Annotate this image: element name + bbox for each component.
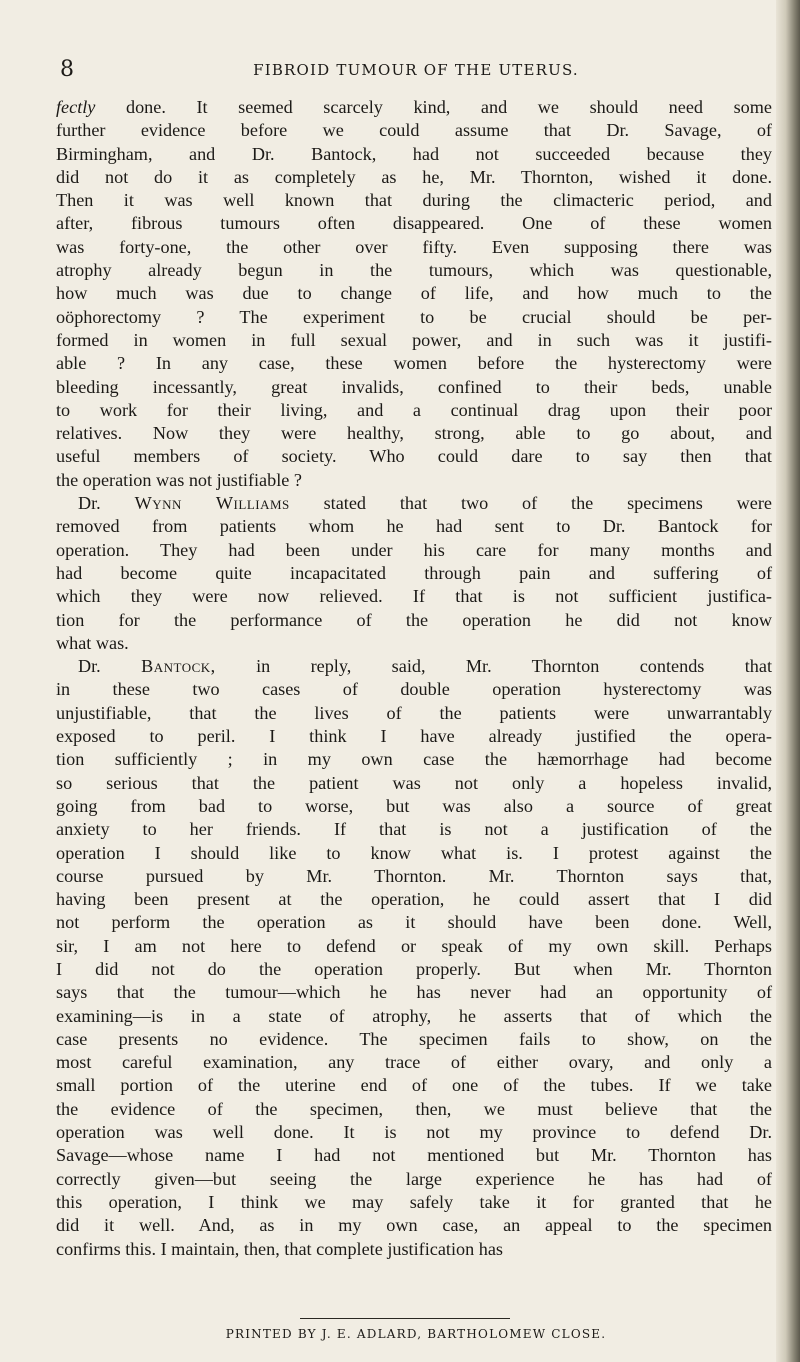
- text-line: operation I should like to know what is. I protest against the: [56, 842, 772, 863]
- text-line: case presents no evidence. The specimen fails to show, on the: [56, 1028, 772, 1049]
- running-title: FIBROID TUMOUR OF THE UTERUS.: [253, 61, 579, 79]
- text-line: says that the tumour—which he has never had an opportunity of: [56, 982, 772, 1003]
- text-line: in these two cases of double operation hysterectomy was: [56, 679, 772, 700]
- page-number: 8: [60, 57, 74, 82]
- text-line: relatives. Now they were healthy, strong, able to go about, and: [56, 423, 772, 444]
- text-line: Dr. Bantock, in reply, said, Mr. Thornton contends that: [78, 656, 772, 677]
- text-line: I did not do the operation properly. But when Mr. Thornton: [56, 958, 772, 979]
- footer-rule: [300, 1318, 510, 1319]
- text-line: formed in women in full sexual power, and in such was it justifi-: [56, 329, 772, 350]
- text-line: going from bad to worse, but was also a source of great: [56, 795, 772, 816]
- text-line: operation was well done. It is not my province to defend Dr.: [56, 1122, 772, 1143]
- text-line: so serious that the patient was not only a hopeless invalid,: [56, 772, 772, 793]
- text-line: anxiety to her friends. If that is not a justification of the: [56, 819, 772, 840]
- text-line: atrophy already begun in the tumours, which was questionable,: [56, 260, 772, 281]
- page-header: [60, 58, 772, 82]
- text-line: operation. They had been under his care for many months and: [56, 539, 772, 560]
- text-line: after, fibrous tumours often disappeared. One of these women: [56, 213, 772, 234]
- page-edge-shadow: [776, 0, 800, 1362]
- text-line: bleeding incessantly, great invalids, confined to their beds, unable: [56, 376, 772, 397]
- text-line: able ? In any case, these women before the hysterectomy were: [56, 353, 772, 374]
- paragraph-2: [56, 492, 772, 655]
- text-line: was forty-one, the other over fifty. Even supposing there was: [56, 236, 772, 257]
- body-text: [56, 96, 772, 1261]
- italic-word: fectly: [56, 97, 96, 117]
- text-line: did it well. And, as in my own case, an appeal to the specimen: [56, 1215, 772, 1236]
- text-line: tion sufficiently ; in my own case the hæmorrhage had become: [56, 749, 772, 770]
- text-line: Dr. Wynn Williams stated that two of the specimens were: [78, 493, 772, 514]
- text-line: the operation was not justifiable ?: [56, 469, 302, 490]
- text-line: unjustifiable, that the lives of the patients were unwarrantably: [56, 702, 772, 723]
- text-line: confirms this. I maintain, then, that complete justification has: [56, 1238, 504, 1259]
- text-line: had become quite incapacitated through pain and suffering of: [56, 562, 772, 583]
- text-line: small portion of the uterine end of one of the tubes. If we take: [56, 1075, 772, 1096]
- text-line: most careful examination, any trace of either ovary, and only a: [56, 1052, 772, 1073]
- text-line: what was.: [56, 632, 129, 653]
- printer-imprint: PRINTED BY J. E. ADLARD, BARTHOLOMEW CLOSE.: [225, 1327, 607, 1341]
- text-line: further evidence before we could assume that Dr. Savage, of: [56, 120, 772, 141]
- text-line: did not do it as completely as he, Mr. Thornton, wished it done.: [56, 166, 772, 187]
- speaker-name: Wynn Williams: [134, 493, 290, 514]
- text-line: this operation, I think we may safely take it for granted that he: [56, 1191, 772, 1212]
- text-line: Then it was well known that during the climacteric period, and: [56, 190, 772, 211]
- text-line: fectly done. It seemed scarcely kind, and we should need some: [56, 97, 772, 117]
- text-line: exposed to peril. I think I have already justified the opera-: [56, 726, 772, 747]
- text-line: correctly given—but seeing the large experience he has had of: [56, 1168, 772, 1189]
- text-line: the evidence of the specimen, then, we must believe that the: [56, 1098, 772, 1119]
- text-line: sir, I am not here to defend or speak of my own skill. Perhaps: [56, 935, 772, 956]
- text-line: not perform the operation as it should have been done. Well,: [56, 912, 772, 933]
- speaker-name: Bantock,: [141, 656, 216, 677]
- text-line: Birmingham, and Dr. Bantock, had not succeeded because they: [56, 143, 772, 164]
- text-line: to work for their living, and a continual drag upon their poor: [56, 399, 772, 420]
- paragraph-3: [56, 655, 772, 1261]
- text-line: how much was due to change of life, and how much to the: [56, 283, 772, 304]
- text-line: tion for the performance of the operation he did not know: [56, 609, 772, 630]
- text-line: course pursued by Mr. Thornton. Mr. Thornton says that,: [56, 865, 772, 886]
- text-line: oöphorectomy ? The experiment to be crucial should be per-: [56, 306, 772, 327]
- text-line: examining—is in a state of atrophy, he asserts that of which the: [56, 1005, 772, 1026]
- text-line: having been present at the operation, he could assert that I did: [56, 889, 772, 910]
- text-line: removed from patients whom he had sent to Dr. Bantock for: [56, 516, 772, 537]
- text-line: useful members of society. Who could dare to say then that: [56, 446, 772, 467]
- text-line: which they were now relieved. If that is not sufficient justifica-: [56, 586, 772, 607]
- text-line: Savage—whose name I had not mentioned but Mr. Thornton has: [56, 1145, 772, 1166]
- paragraph-1: [56, 96, 772, 492]
